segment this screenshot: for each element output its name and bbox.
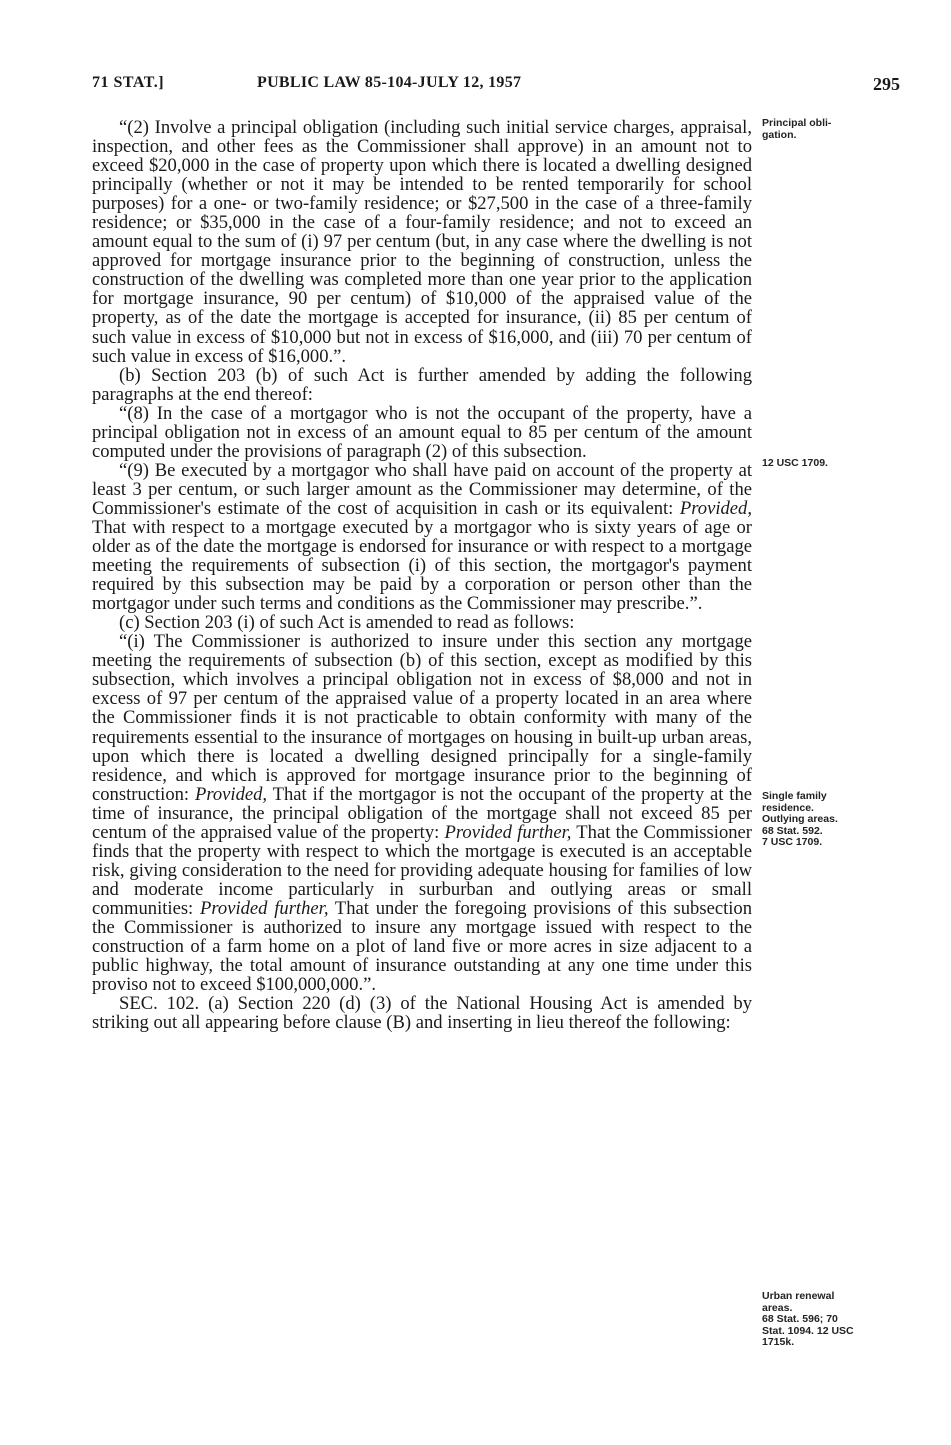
- paragraph-c: (c) Section 203 (i) of such Act is amended to read as follows:: [119, 612, 575, 634]
- paragraph-b: (b) Section 203 (b) of such Act is further amended by adding the following paragraphs at the end thereof:: [92, 364, 752, 405]
- paragraph-2: “(2) Involve a principal obligation (including such initial service charges, appraisal, inspection, and other fees as the Commissioner shall approve) in an amount not to exceed $20,000 in the case of property upon which there is located a dwelling designed principally (whether or not it may be intended to be rented temporarily for school purposes) for a one- or two-family residence; or $27,500 in the case of a three-family residence; or $35,000 in the case of a four-family residence; and not to exceed an amount equal to the sum of (i) 97 per centum (but, in any case where the dwelling is not approved for mortgage insurance prior to the beginning of construction, unless the construction of the dwelling was completed more than one year prior to the application for mortgage insurance, 90 per centum) of $10,000 of the appraised value of the property, as of the date the mortgage is accepted for insurance, (ii) 85 per centum of such value in excess of $10,000 but not in excess of $16,000, and (iii) 70 per centum of such value in excess of $16,000.”.: [92, 117, 752, 367]
- paragraph-i: “(i) The Commissioner is authorized to insure under this section any mortgage meeting the requirements of subsection (b) of this section, except as modified by this subsection, which involves a principal obligation not in excess of $8,000 and not in excess of 97 per centum of the appraised value of a property located in an area where the Commissioner finds it is not practicable to obtain conformity with many of the requirements essential to the insurance of mortgages on housing in built-up urban areas, upon which there is located a dwelling designed principally for a single-family residence, and which is approved for mortgage insurance prior to the beginning of construction: Provided, That if the mortgagor is not the occupant of the property at the time of insurance, the principal obligation of the mortgage shall not exceed 85 per centum of the appraised value of the property: Provided further, That the Commissioner finds that the property with respect to which the mortgage is executed is an acceptable risk, giving consideration to the need for providing adequate housing for families of low and moderate income particularly in surburban and outlying areas or small communities: Provided further, That under the foregoing provisions of this subsection the Commissioner is authorized to insure any mortgage issued with respect to the construction of a farm home on a plot of land five or more acres in size adjacent to a public highway, the total amount of insurance outstanding at any one time under this proviso not to exceed $100,000,000.”.: [92, 631, 753, 996]
- page-header: [92, 74, 900, 98]
- law-text: [92, 118, 752, 1032]
- page-title: PUBLIC LAW 85-104-JULY 12, 1957: [257, 74, 522, 91]
- paragraph-9: “(9) Be executed by a mortgagor who shall have paid on account of the property at least 3 per centum, or such larger amount as the Commissioner may determine, of the Commissioner's estimate of the cost of acquisition in cash or its equivalent: Provided, That with respect to a mortgage executed by a mortgagor who is sixty years of age or older as of the date the mortgage is endorsed for insurance or with respect to a mortgage meeting the requirements of subsection (i) of this section, the mortgagor's payment required by this subsection may be paid by a corporation or person other than the mortgagor under such terms and conditions as the Commissioner may prescribe.”.: [92, 459, 752, 615]
- margin-note-urban-renewal: Urban renewal areas. 68 Stat. 596; 70 Stat. 1094. 12 USC 1715k.: [762, 1290, 854, 1348]
- margin-note-principal-obligation: Principal obli- gation.: [762, 117, 832, 141]
- statute-reference: 71 STAT.]: [92, 74, 165, 91]
- page-number: 295: [873, 74, 900, 94]
- section-102: SEC. 102. (a) Section 220 (d) (3) of the National Housing Act is amended by striking out all appearing before clause (B) and inserting in lieu thereof the following:: [92, 993, 752, 1034]
- paragraph-8: “(8) In the case of a mortgagor who is not the occupant of the property, have a principal obligation not in excess of an amount equal to 85 per centum of the amount computed under the provisions of paragraph (2) of this subsection.: [92, 402, 752, 462]
- margin-note-12-usc-1709: 12 USC 1709.: [762, 457, 828, 469]
- margin-note-single-family: Single family residence. Outlying areas. 68 Stat. 592. 7 USC 1709.: [762, 790, 838, 848]
